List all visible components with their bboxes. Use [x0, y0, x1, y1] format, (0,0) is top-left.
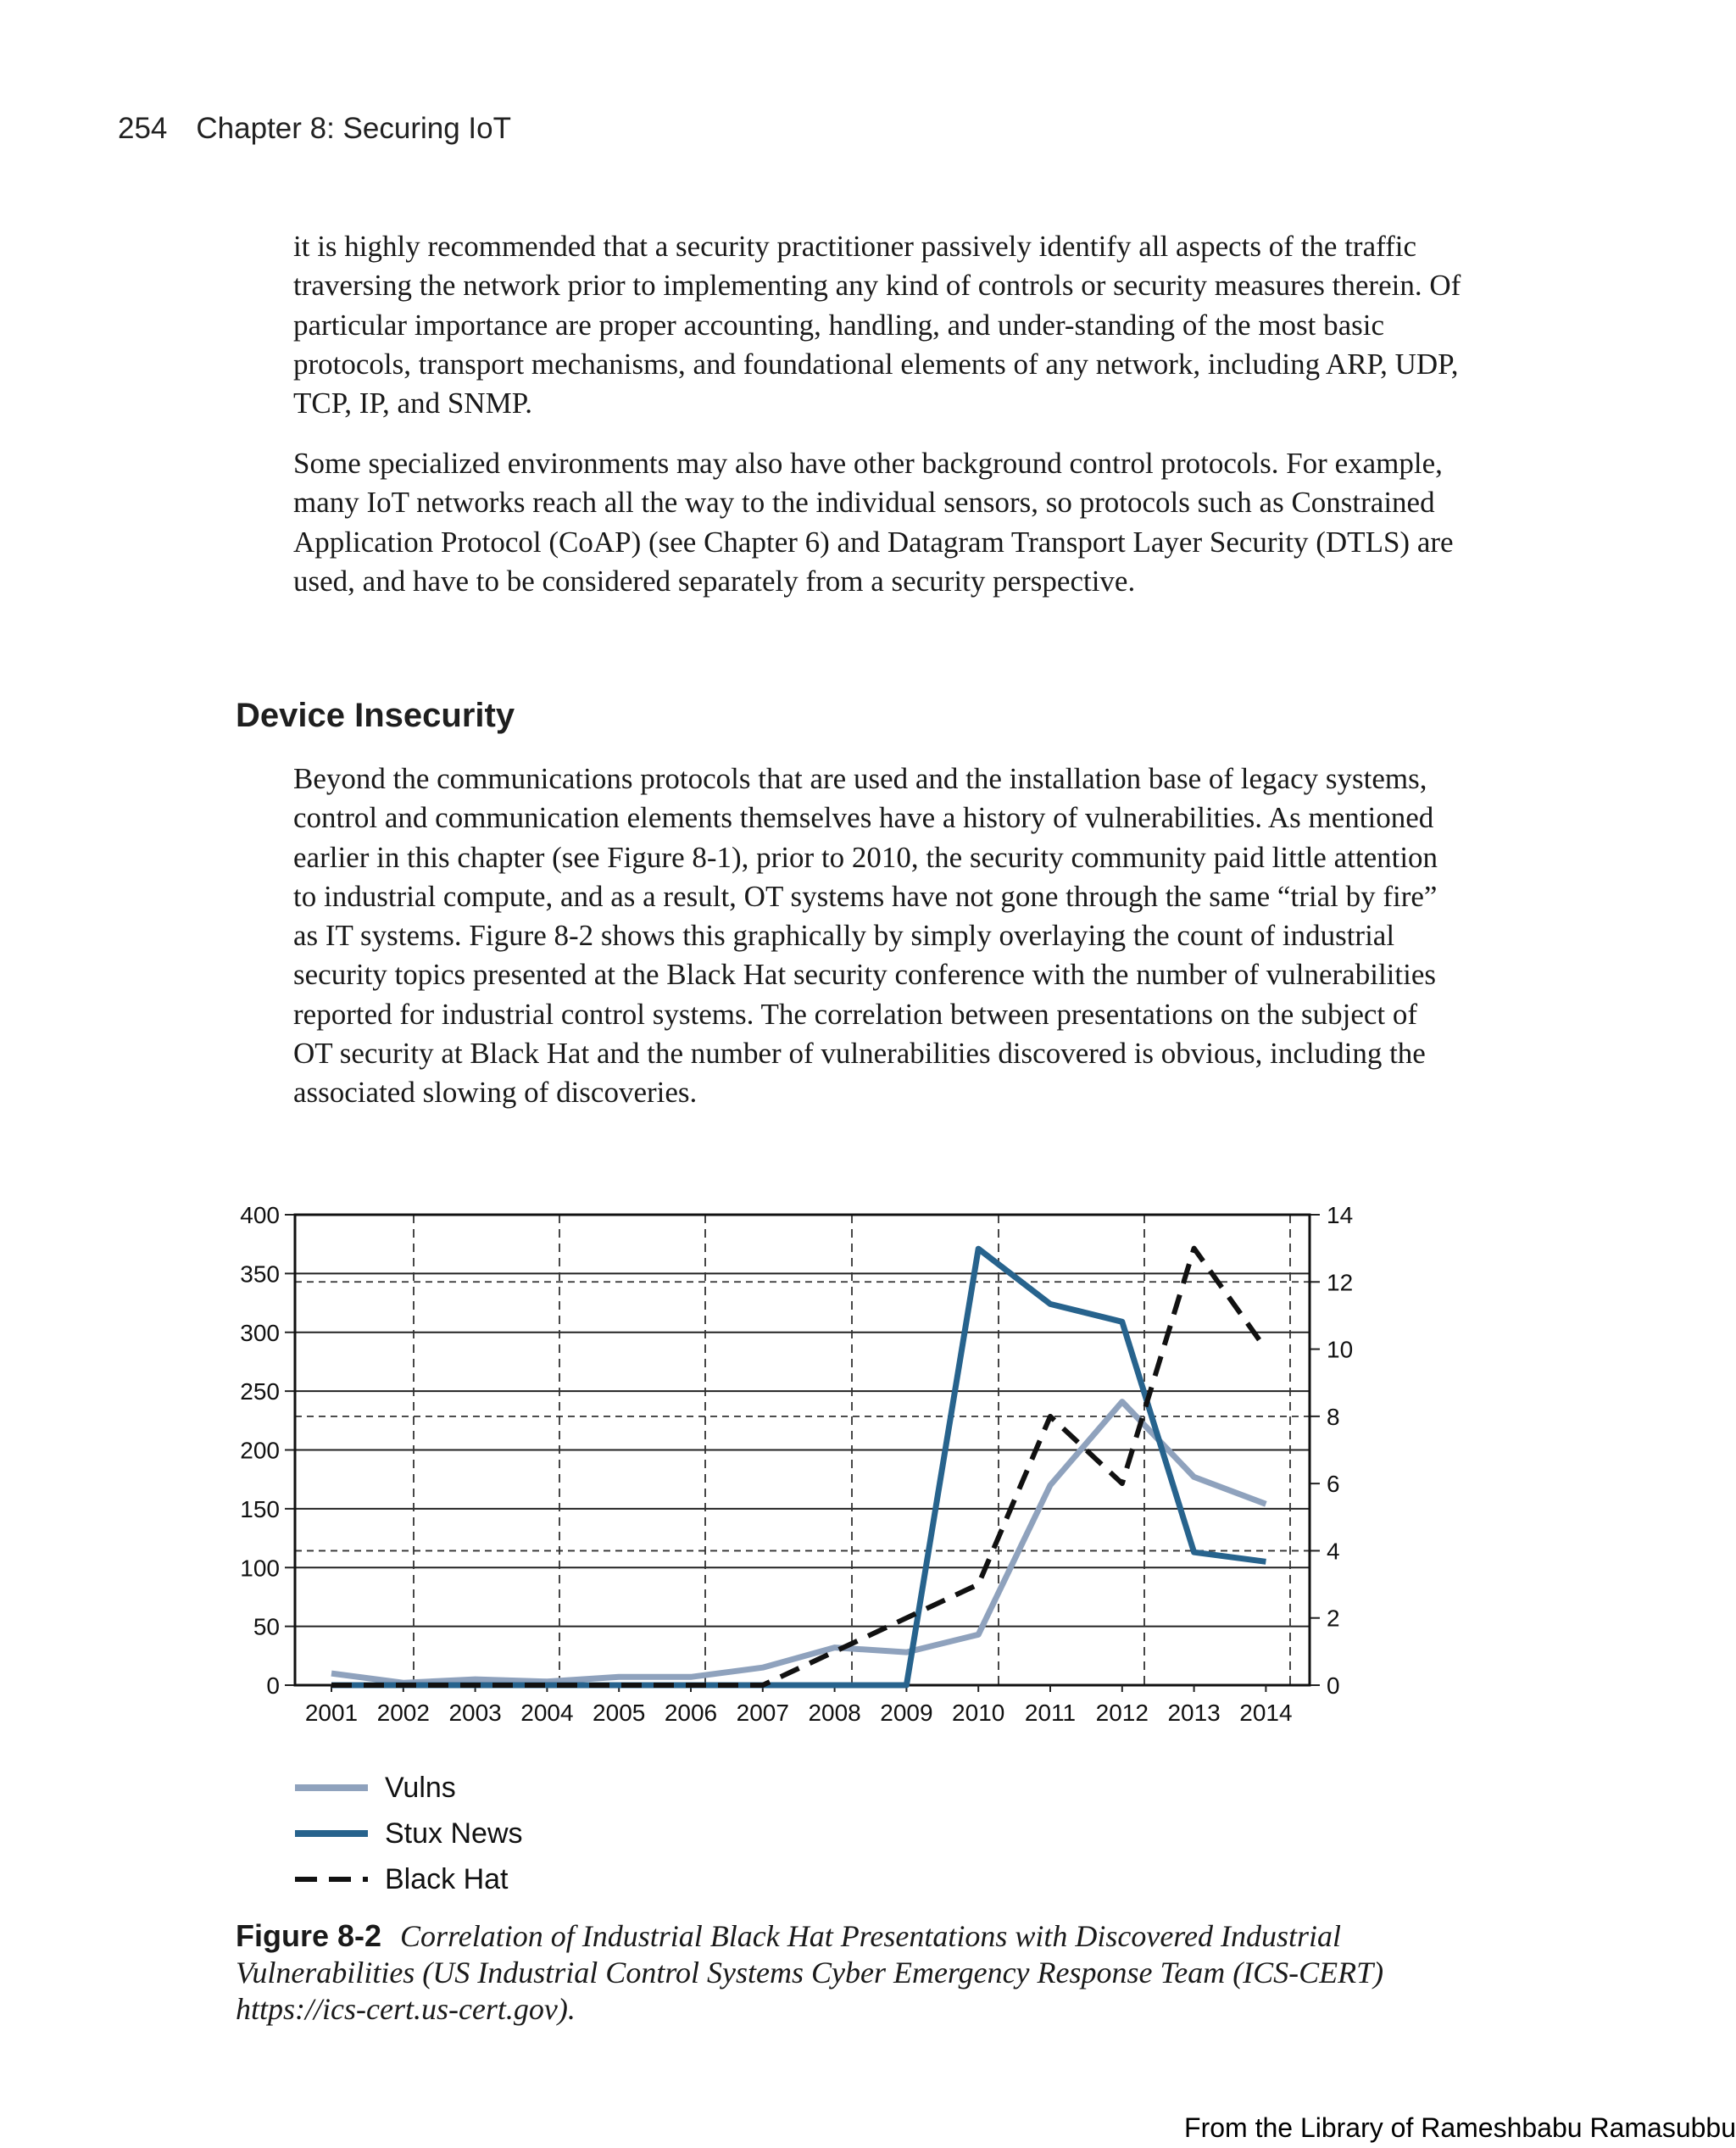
paragraph-2-text: Some specialized environments may also have other background control protocols. For example, many IoT networks reach all the way to the individual sensors, so protocols such as Constrained Application Protocol (CoAP) (see Chapter 6) and Datagram Transport Layer Security (DTLS) are used, and have to be considered separately from a security perspective. — [293, 447, 1454, 598]
y-left-tick-label: 350 — [240, 1260, 280, 1288]
y-right-tick-label: 4 — [1327, 1538, 1340, 1565]
chart-legend — [293, 1765, 523, 1902]
y-left-tick-label: 150 — [240, 1495, 280, 1522]
y-right-tick-label: 12 — [1327, 1269, 1354, 1296]
y-left-tick-label: 200 — [240, 1437, 280, 1464]
y-right-tick-label: 14 — [1327, 1202, 1354, 1228]
x-tick-label: 2006 — [664, 1700, 718, 1726]
y-right-tick-label: 10 — [1327, 1336, 1354, 1363]
running-header — [118, 112, 511, 146]
x-tick-label: 2013 — [1167, 1700, 1221, 1726]
series-line-vulns — [331, 1402, 1266, 1683]
x-tick-label: 2010 — [952, 1700, 1005, 1726]
legend-label-stux-news: Stux News — [385, 1817, 523, 1850]
y-left-tick-label: 250 — [240, 1378, 280, 1405]
correlation-chart — [0, 1187, 1736, 1746]
legend-swatch-vulns — [293, 1783, 370, 1793]
figure-caption — [236, 1917, 1456, 2028]
y-left-tick-label: 300 — [240, 1319, 280, 1346]
y-right-tick-label: 8 — [1327, 1403, 1340, 1430]
legend-swatch-stux-news — [293, 1828, 370, 1839]
legend-item-stux-news — [293, 1811, 523, 1856]
x-tick-label: 2007 — [736, 1700, 789, 1726]
x-tick-label: 2012 — [1095, 1700, 1149, 1726]
x-tick-label: 2008 — [808, 1700, 861, 1726]
legend-item-vulns — [293, 1765, 523, 1811]
page-number: 254 — [118, 112, 168, 145]
x-tick-label: 2001 — [304, 1700, 359, 1726]
x-tick-label: 2009 — [880, 1700, 933, 1726]
x-tick-label: 2005 — [593, 1700, 646, 1726]
x-tick-label: 2004 — [520, 1700, 574, 1726]
paragraph-1 — [293, 227, 1463, 423]
footer-library-note: From the Library of Rameshbabu Ramasubbu — [1184, 2112, 1736, 2143]
figure-caption-text: Correlation of Industrial Black Hat Presentations with Discovered Industrial Vulnerabilities (US Industrial Control Systems Cyber Emergency Response Team (ICS-CERT) https://ics-cert.us-cert.gov). — [236, 1919, 1384, 2026]
y-left-tick-label: 0 — [266, 1672, 280, 1699]
legend-label-vulns: Vulns — [385, 1771, 456, 1804]
legend-swatch-black-hat — [293, 1874, 370, 1884]
y-right-tick-label: 0 — [1327, 1672, 1340, 1699]
paragraph-2 — [293, 444, 1463, 601]
x-tick-label: 2003 — [448, 1700, 502, 1726]
paragraph-3-text: Beyond the communications protocols that are used and the installation base of legacy systems, control and communication elements themselves have a history of vulnerabilities. As mentioned earlier in this chapter (see Figure 8-1), prior to 2010, the security community paid little attention to industrial compute, and as a result, OT systems have not gone through the same “trial by fire” as IT systems. Figure 8-2 shows this graphically by simply overlaying the count of industrial security topics presented at the Black Hat security conference with the number of vulnerabilities reported for industrial control systems. The correlation between presentations on the subject of OT security at Black Hat and the number of vulnerabilities discovered is obvious, including the associated slowing of discoveries. — [293, 762, 1438, 1110]
y-left-tick-label: 50 — [253, 1613, 280, 1640]
paragraph-1-text: it is highly recommended that a security practitioner passively identify all aspects of the traffic traversing the network prior to implementing any kind of controls or security measures therein. Of particular importance are proper accounting, handling, and under-standing of the most basic protocols, transport mechanisms, and foundational elements of any network, including ARP, UDP, TCP, IP, and SNMP. — [293, 230, 1461, 420]
y-right-tick-label: 2 — [1327, 1605, 1340, 1632]
y-right-tick-label: 6 — [1327, 1471, 1340, 1498]
y-left-tick-label: 100 — [240, 1555, 280, 1582]
y-left-tick-label: 400 — [240, 1202, 280, 1228]
legend-label-black-hat: Black Hat — [385, 1862, 509, 1895]
figure-label: Figure 8-2 — [236, 1918, 382, 1953]
paragraph-3 — [293, 760, 1463, 1113]
section-heading: Device Insecurity — [236, 697, 515, 734]
x-tick-label: 2011 — [1024, 1700, 1077, 1726]
x-tick-label: 2014 — [1239, 1700, 1293, 1726]
chapter-title: Chapter 8: Securing IoT — [196, 112, 511, 145]
series-line-black-hat — [331, 1249, 1266, 1685]
legend-item-black-hat — [293, 1856, 523, 1902]
x-tick-label: 2002 — [376, 1700, 430, 1726]
